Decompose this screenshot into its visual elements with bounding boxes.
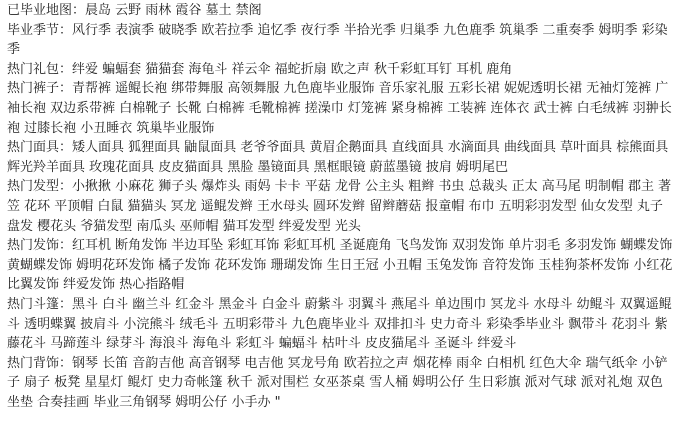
text-hair-accessories: 红耳机 断角发饰 半边耳坠 彩虹耳饰 彩虹耳机 圣诞鹿角 飞鸟发饰 双羽发饰 单片羽毛 多羽发饰 蝴蝶发饰 黄蝴蝶发饰 姆明花环发饰 橘子发饰 花环发饰 珊瑚发饰 生日王冠 小丑帽 玉兔发饰 音符发饰 玉桂狗茶杯发饰 小红花 比翼发饰 绊爱发饰 热心指路帽 — [7, 238, 673, 293]
label-back-accessories: 热门背饰： — [7, 355, 73, 371]
paragraph-pants — [7, 79, 675, 138]
paragraph-hairstyles — [7, 177, 675, 236]
text-gift-packs: 绊爱 蝙蝠套 猫猫套 海龟斗 祥云伞 福蛇折扇 欧之声 秋千彩虹耳钉 耳机 鹿角 — [72, 61, 513, 77]
text-back-accessories: 钢琴 长笛 音韵吉他 高音钢琴 电吉他 冥龙号角 欧若拉之声 烟花棒 雨伞 白相机 红色大伞 瑞气纸伞 小铲子 扇子 板凳 星星灯 鲲灯 史力奇帐篷 秋千 派对围栏 女巫茶桌 雪人桶 姆明公仔 生日彩旗 派对气球 派对礼炮 双色坐垫 合奏挂画 毕业三角钢琴 姆明公仔 小手办 " — [7, 355, 668, 410]
label-masks: 热门面具： — [7, 140, 73, 156]
text-hairstyles: 小揪揪 小麻花 狮子头 爆炸头 雨妈 卡卡 平菇 龙骨 公主头 粗辫 书虫 总裁头 正太 高马尾 明制帽 郡主 著笠 花环 平顶帽 白鼠 猫猫头 冥龙 遥鲲发辫 王水母头 圆环发辫 留辫蘑菇 报童帽 布巾 五明彩羽发型 仙女发型 丸子盘发 樱花头 爷猫发型 南瓜头 巫师帽 猫耳发型 绊爱发型 光头 — [7, 179, 672, 234]
paragraph-hair-accessories — [7, 236, 675, 295]
label-hairstyles: 热门发型： — [7, 179, 73, 195]
paragraph-graduated-seasons — [7, 21, 675, 60]
paragraph-back-accessories — [7, 354, 675, 413]
label-hair-accessories: 热门发饰： — [7, 238, 73, 254]
paragraph-gift-packs — [7, 60, 675, 80]
paragraph-capes — [7, 295, 675, 354]
text-masks: 矮人面具 狐狸面具 鼬鼠面具 老爷爷面具 黄眉企鹅面具 直线面具 水滴面具 曲线面具 草叶面具 棕熊面具 辉光羚羊面具 玫瑰花面具 皮皮猫面具 黑脸 墨镜面具 黑框眼镜 蔚蓝墨镜 披肩 姆明尾巴 — [7, 140, 669, 175]
label-gift-packs: 热门礼包： — [7, 61, 73, 77]
text-graduated-maps: 晨岛 云野 雨林 霞谷 墓土 禁阁 — [85, 3, 262, 18]
label-graduated-seasons: 毕业季节： — [7, 22, 73, 38]
label-graduated-maps: 已毕业地图： — [7, 3, 86, 18]
text-pants: 青帮裤 遥鲲长袍 绑带舞服 高领舞服 九色鹿毕业服饰 音乐家礼服 五彩长裙 妮妮透明长裙 无袖灯笼裤 广袖长袍 双边系带裤 白棉靴子 长靴 白棉裤 毛靴棉裤 搓澡巾 灯笼裤 紧身棉裤 工装裤 连体衣 武士裤 白毛绒裤 羽翀长袍 过膝长袍 小丑睡衣 筑巢毕业服饰 — [7, 81, 672, 136]
text-capes: 黑斗 白斗 幽兰斗 红金斗 黑金斗 白金斗 蔚紫斗 羽翼斗 燕尾斗 单边围巾 冥龙斗 水母斗 幼鲲斗 双翼遥鲲斗 透明蝶翼 披肩斗 小浣熊斗 绒毛斗 五明彩带斗 九色鹿毕业斗 双排扣斗 史力奇斗 彩染季毕业斗 飘带斗 花羽斗 紫藤花斗 马蹄莲斗 绿芽斗 海浪斗 海龟斗 彩虹斗 蝙蝠斗 枯叶斗 皮皮猫尾斗 圣诞斗 绊爱斗 — [7, 296, 672, 352]
label-pants: 热门裤子： — [7, 81, 73, 97]
text-graduated-seasons: 风行季 表演季 破晓季 欧若拉季 追忆季 夜行季 半拾光季 归巢季 九色鹿季 筑巢季 二重奏季 姆明季 彩染季 — [7, 22, 668, 58]
label-capes: 热门斗篷： — [7, 296, 73, 312]
paragraph-masks — [7, 138, 675, 177]
paragraph-graduated-maps — [7, 1, 675, 21]
